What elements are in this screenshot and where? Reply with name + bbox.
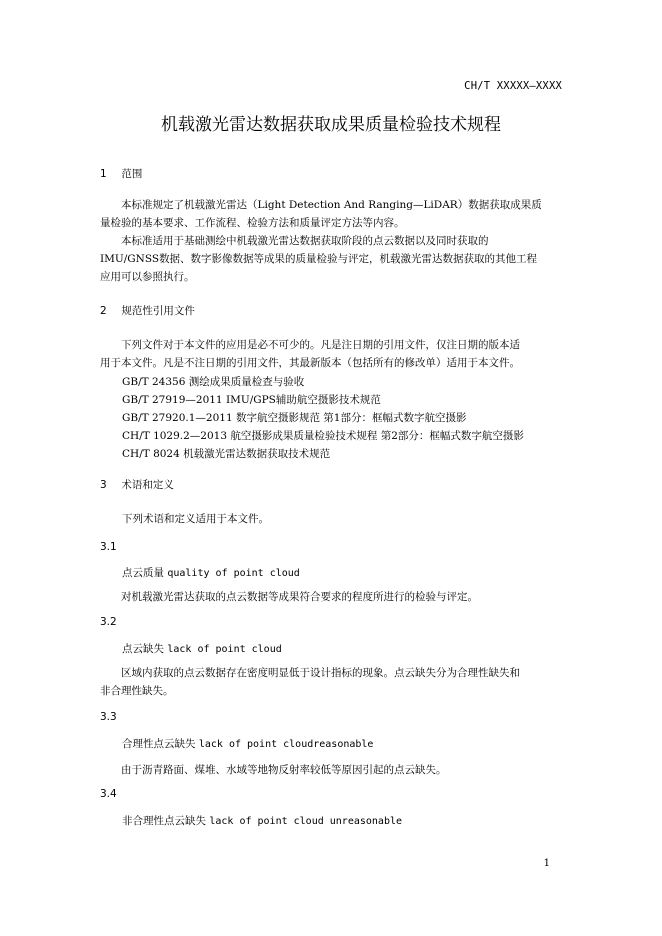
page-number: 1 (543, 858, 550, 869)
term-zh: 点云缺失 (122, 643, 164, 655)
document-title: 机载激光雷达数据获取成果质量检验技术规程 (161, 115, 501, 135)
term-number: 3.3 (100, 711, 117, 723)
term-zh: 合理性点云缺失 (122, 738, 196, 750)
section-title: 规范性引用文件 (121, 305, 195, 317)
section-heading-scope (100, 166, 142, 181)
reference-item: GB/T 27919—2011 IMU/GPS辅助航空摄影技术规范 (122, 394, 381, 406)
terms-intro: 下列术语和定义适用于本文件。 (122, 513, 269, 525)
term-definition (100, 761, 562, 779)
reference-item: CH/T 1029.2—2013 航空摄影成果质量检验技术规程 第2部分：框幅式数字航空摄影 (122, 430, 524, 442)
text-line: 量检验的基本要求、工作流程、检验方法和质量评定方法等内容。 (100, 217, 405, 229)
term-en: lack of point cloud unreasonable (209, 816, 402, 827)
term-number: 3.2 (100, 616, 117, 628)
text-line: 本标准规定了机载激光雷达（Light Detection And Ranging—LiDAR）数据获取成果质 (121, 199, 542, 211)
reference-item: GB/T 24356 测绘成果质量检查与验收 (122, 376, 305, 388)
standard-code: CH/T XXXXX—XXXX (464, 80, 562, 92)
text-line: 本标准适用于基础测绘中机载激光雷达数据获取阶段的点云数据以及同时获取的 (121, 235, 489, 247)
scope-paragraph-1 (100, 196, 562, 232)
section-heading-normative (100, 303, 195, 318)
term-title (122, 736, 373, 751)
section-number: 3 (100, 479, 107, 491)
reference-item: GB/T 27920.1—2011 数字航空摄影规范 第1部分：框幅式数字航空摄影 (122, 412, 467, 424)
term-en: quality of point cloud (167, 568, 300, 579)
term-en: lack of point cloud (167, 644, 282, 655)
term-zh: 非合理性点云缺失 (122, 815, 206, 827)
section-heading-terms (100, 477, 174, 492)
normative-intro (100, 336, 562, 372)
term-definition (100, 664, 562, 700)
term-title (122, 813, 402, 828)
text-line: 由于沥青路面、煤堆、水域等地物反射率较低等原因引起的点云缺失。 (121, 764, 447, 776)
term-number: 3.4 (100, 788, 117, 800)
text-line: 区域内获取的点云数据存在密度明显低于设计指标的现象。点云缺失分为合理性缺失和 (121, 667, 520, 679)
section-number: 2 (100, 305, 107, 317)
reference-item: CH/T 8024 机载激光雷达数据获取技术规范 (122, 448, 331, 460)
term-zh: 点云质量 (122, 567, 164, 579)
text-line: 对机载激光雷达获取的点云数据等成果符合要求的程度所进行的检验与评定。 (121, 591, 478, 603)
text-line: IMU/GNSS数据、数字影像数据等成果的质量检验与评定，机载激光雷达数据获取的其他工程 (100, 253, 538, 265)
term-en: lack of point cloudreasonable (198, 739, 374, 750)
term-title (122, 641, 282, 656)
section-title: 术语和定义 (121, 479, 174, 491)
term-number: 3.1 (100, 541, 117, 553)
text-line: 非合理性缺失。 (100, 685, 174, 697)
term-title (122, 565, 300, 580)
term-definition (100, 588, 562, 606)
text-line: 应用可以参照执行。 (100, 271, 195, 283)
section-number: 1 (100, 168, 107, 180)
text-line: 用于本文件。凡是不注日期的引用文件，其最新版本（包括所有的修改单）适用于本文件。 (100, 357, 520, 369)
scope-paragraph-2 (100, 232, 562, 286)
text-line: 下列文件对于本文件的应用是必不可少的。凡是注日期的引用文件，仅注日期的版本适 (121, 339, 520, 351)
section-title: 范围 (121, 168, 143, 180)
